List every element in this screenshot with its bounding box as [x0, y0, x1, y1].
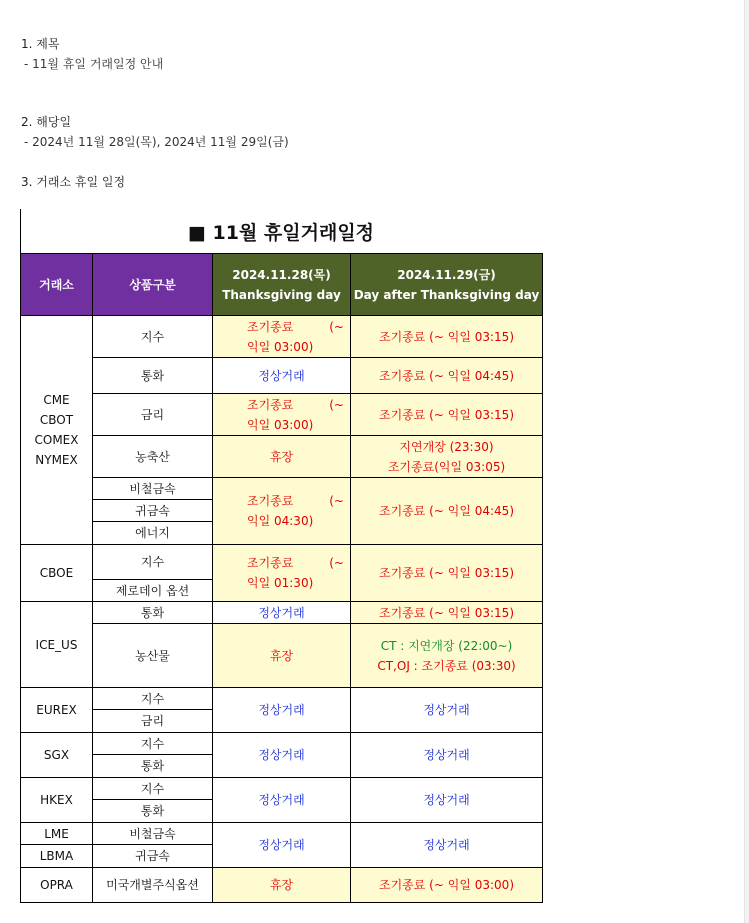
table-row	[21, 868, 543, 903]
schedule-text: 익일 03:00)	[247, 339, 314, 354]
schedule-cell: 휴장	[213, 624, 351, 688]
schedule-cell	[213, 478, 351, 545]
table-row	[21, 545, 543, 580]
schedule-text: (~	[329, 556, 344, 570]
header-exchange: 거래소	[21, 254, 93, 316]
product-cell: 금리	[93, 710, 213, 733]
section-1-title: 1. 제목	[21, 37, 60, 51]
table-row	[21, 823, 543, 845]
exchange-name: CME	[43, 393, 70, 407]
product-cell: 농축산	[93, 436, 213, 478]
schedule-text: 익일 01:30)	[247, 576, 314, 590]
schedule-cell	[213, 316, 351, 358]
product-cell: 금리	[93, 394, 213, 436]
product-cell: 농산물	[93, 624, 213, 688]
schedule-text: 지연개장 (23:30)	[399, 439, 494, 454]
schedule-cell: 조기종료 (~ 익일 03:15)	[351, 316, 543, 358]
product-cell: 에너지	[93, 522, 213, 545]
header-day-2-name: Day after Thanksgiving day	[353, 287, 540, 302]
schedule-cell: 정상거래	[351, 778, 543, 823]
schedule-cell: 조기종료 (~ 익일 03:00)	[351, 868, 543, 903]
table-row	[21, 394, 543, 436]
schedule-cell	[213, 545, 351, 602]
product-cell: 지수	[93, 545, 213, 580]
schedule-cell	[213, 394, 351, 436]
table-row	[21, 602, 543, 624]
schedule-cell	[351, 624, 543, 688]
product-cell: 지수	[93, 316, 213, 358]
table-row	[21, 778, 543, 800]
schedule-cell: 휴장	[213, 436, 351, 478]
product-cell: 비철금속	[93, 478, 213, 500]
product-cell: 통화	[93, 602, 213, 624]
schedule-text: 조기종료	[247, 556, 294, 570]
schedule-cell: 조기종료 (~ 익일 04:45)	[351, 478, 543, 545]
header-product: 상품구분	[93, 254, 213, 316]
schedule-cell: 휴장	[213, 868, 351, 903]
header-day-2-date: 2024.11.29(금)	[397, 267, 496, 282]
table-row	[21, 316, 543, 358]
exchange-opra: OPRA	[21, 868, 93, 903]
product-cell: 지수	[93, 778, 213, 800]
section-2-content: - 2024년 11월 28일(목), 2024년 11월 29일(금)	[24, 135, 289, 149]
schedule-cell: 정상거래	[351, 688, 543, 733]
header-day-2	[351, 254, 543, 316]
schedule-text: 조기종료	[247, 494, 294, 508]
schedule-text: CT : 지연개장 (22:00~)	[380, 638, 513, 653]
product-cell: 통화	[93, 755, 213, 778]
schedule-cell: 정상거래	[213, 823, 351, 868]
schedule-cell: 조기종료 (~ 익일 03:15)	[351, 545, 543, 602]
schedule-cell: 정상거래	[351, 823, 543, 868]
schedule-cell: 정상거래	[213, 778, 351, 823]
table-row	[21, 358, 543, 394]
exchange-sgx: SGX	[21, 733, 93, 778]
exchange-lme: LME	[21, 823, 93, 845]
holiday-schedule-table-container	[20, 209, 542, 903]
schedule-cell: 정상거래	[213, 358, 351, 394]
schedule-text: (~	[329, 494, 344, 508]
schedule-text: 조기종료	[247, 397, 294, 412]
exchange-cboe: CBOE	[21, 545, 93, 602]
exchange-eurex: EUREX	[21, 688, 93, 733]
header-day-1-date: 2024.11.28(목)	[232, 267, 331, 282]
schedule-cell: 조기종료 (~ 익일 04:45)	[351, 358, 543, 394]
product-cell: 통화	[93, 800, 213, 823]
exchange-hkex: HKEX	[21, 778, 93, 823]
vertical-scrollbar[interactable]	[744, 0, 749, 923]
exchange-name: COMEX	[34, 433, 79, 447]
header-day-1	[213, 254, 351, 316]
product-cell: 미국개별주식옵션	[93, 868, 213, 903]
product-cell: 제로데이 옵션	[93, 580, 213, 602]
section-1-content: - 11월 휴일 거래일정 안내	[24, 57, 164, 71]
schedule-text: CT,OJ : 조기종료 (03:30)	[377, 658, 516, 673]
header-day-1-name: Thanksgiving day	[222, 287, 341, 302]
product-cell: 비철금속	[93, 823, 213, 845]
exchange-ice-us: ICE_US	[21, 602, 93, 688]
schedule-cell: 정상거래	[213, 602, 351, 624]
schedule-cell: 조기종료 (~ 익일 03:15)	[351, 602, 543, 624]
schedule-text: 익일 03:00)	[247, 417, 314, 432]
exchange-lbma: LBMA	[21, 845, 93, 868]
product-cell: 지수	[93, 733, 213, 755]
product-cell: 지수	[93, 688, 213, 710]
product-cell: 귀금속	[93, 845, 213, 868]
table-heading: ■ 11월 휴일거래일정	[20, 209, 542, 253]
section-2-title: 2. 해당일	[21, 115, 72, 129]
schedule-text: 조기종료(익일 03:05)	[387, 459, 506, 474]
schedule-cell: 조기종료 (~ 익일 03:15)	[351, 394, 543, 436]
table-row	[21, 624, 543, 688]
schedule-text: (~	[329, 319, 344, 334]
exchange-name: CBOT	[39, 413, 74, 427]
schedule-cell	[351, 436, 543, 478]
product-cell: 귀금속	[93, 500, 213, 522]
exchange-name: NYMEX	[35, 453, 78, 467]
table-row	[21, 688, 543, 710]
schedule-text: 조기종료	[247, 319, 294, 334]
schedule-text: (~	[329, 397, 344, 412]
table-row	[21, 436, 543, 478]
section-3-title: 3. 거래소 휴일 일정	[21, 175, 126, 189]
table-row	[21, 478, 543, 500]
table-row	[21, 733, 543, 755]
schedule-cell: 정상거래	[213, 733, 351, 778]
product-cell: 통화	[93, 358, 213, 394]
schedule-cell: 정상거래	[351, 733, 543, 778]
schedule-text: 익일 04:30)	[247, 514, 314, 528]
schedule-cell: 정상거래	[213, 688, 351, 733]
holiday-schedule-table	[20, 253, 543, 903]
header-row	[21, 254, 543, 316]
exchange-cme-group	[21, 316, 93, 545]
